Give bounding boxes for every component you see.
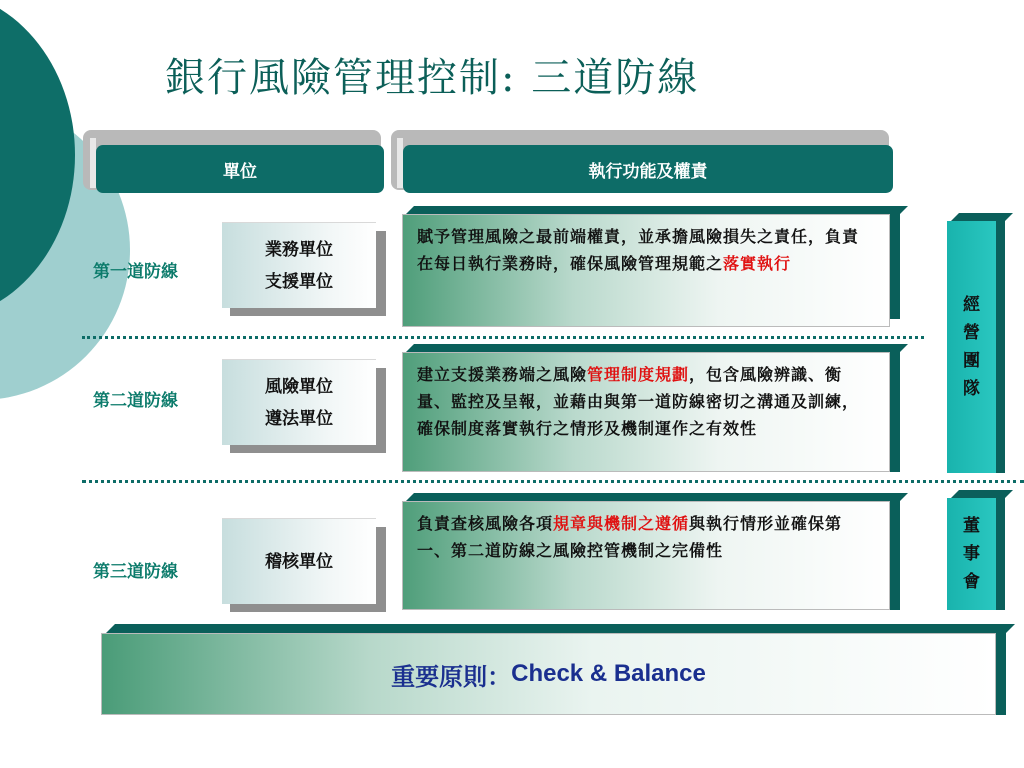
side-char: 營	[963, 323, 980, 343]
unit-name: 遵法單位	[265, 408, 333, 429]
desc-text: ，包含風險辨識、衡量、監控及呈報，並藉由與第一道防線密切之溝通及訓練，確保制度落實執行之情形及機制運作之有效性	[417, 365, 860, 438]
side-char: 董	[963, 516, 980, 536]
desc-box-side-edge	[890, 206, 900, 319]
desc-text: 負責查核風險各項	[417, 514, 554, 533]
desc-box-top-edge	[406, 206, 908, 214]
side-char: 會	[963, 572, 980, 592]
board-of-directors-box	[947, 498, 996, 610]
unit-box-second-line	[222, 359, 376, 445]
management-team-box	[947, 221, 996, 473]
side-char: 隊	[963, 379, 980, 399]
principle-bar-top-edge	[106, 624, 1015, 633]
function-header: 執行功能及權責	[403, 145, 893, 193]
desc-box-first-line	[402, 214, 890, 327]
desc-text: 建立支援業務端之風險	[417, 365, 588, 384]
desc-box-third-line	[402, 501, 890, 610]
desc-highlight: 管理制度規劃	[587, 365, 690, 384]
side-char: 經	[963, 295, 980, 315]
side-box-side-edge	[996, 213, 1005, 473]
side-box-side-edge	[996, 490, 1005, 610]
principle-bar	[101, 633, 996, 715]
desc-box-top-edge	[406, 493, 908, 501]
separator-dotted	[82, 480, 1024, 483]
row-label-first-line: 第一道防線	[93, 262, 178, 282]
desc-box-second-line	[402, 352, 890, 472]
page-title: 銀行風險管理控制: 三道防線	[165, 55, 700, 101]
principle-value: Check & Balance	[511, 660, 706, 687]
unit-name: 風險單位	[265, 376, 333, 397]
row-label-third-line: 第三道防線	[93, 562, 178, 582]
desc-highlight: 落實執行	[723, 254, 792, 273]
row-label-second-line: 第二道防線	[93, 391, 178, 411]
principle-bar-side-edge	[996, 624, 1006, 715]
desc-highlight: 規章與機制之遵循	[553, 514, 690, 533]
unit-name: 業務單位	[265, 239, 333, 260]
unit-box-third-line	[222, 518, 376, 604]
side-char: 事	[963, 544, 980, 564]
principle-prefix: 重要原則：	[391, 661, 512, 691]
side-char: 團	[963, 351, 980, 371]
desc-box-side-edge	[890, 344, 900, 472]
unit-name: 支援單位	[265, 271, 333, 292]
unit-box-first-line	[222, 222, 376, 308]
desc-box-side-edge	[890, 493, 900, 610]
desc-text: 與執行情形並確保第一、第二道防線之風險控管機制之完備性	[417, 514, 843, 560]
separator-dotted	[82, 336, 924, 339]
desc-box-top-edge	[406, 344, 908, 352]
unit-header: 單位	[96, 145, 384, 193]
desc-text: 賦予管理風險之最前端權責，並承擔風險損失之責任，負責在每日執行業務時，確保風險管理規範之	[417, 227, 860, 273]
unit-name: 稽核單位	[265, 551, 333, 572]
